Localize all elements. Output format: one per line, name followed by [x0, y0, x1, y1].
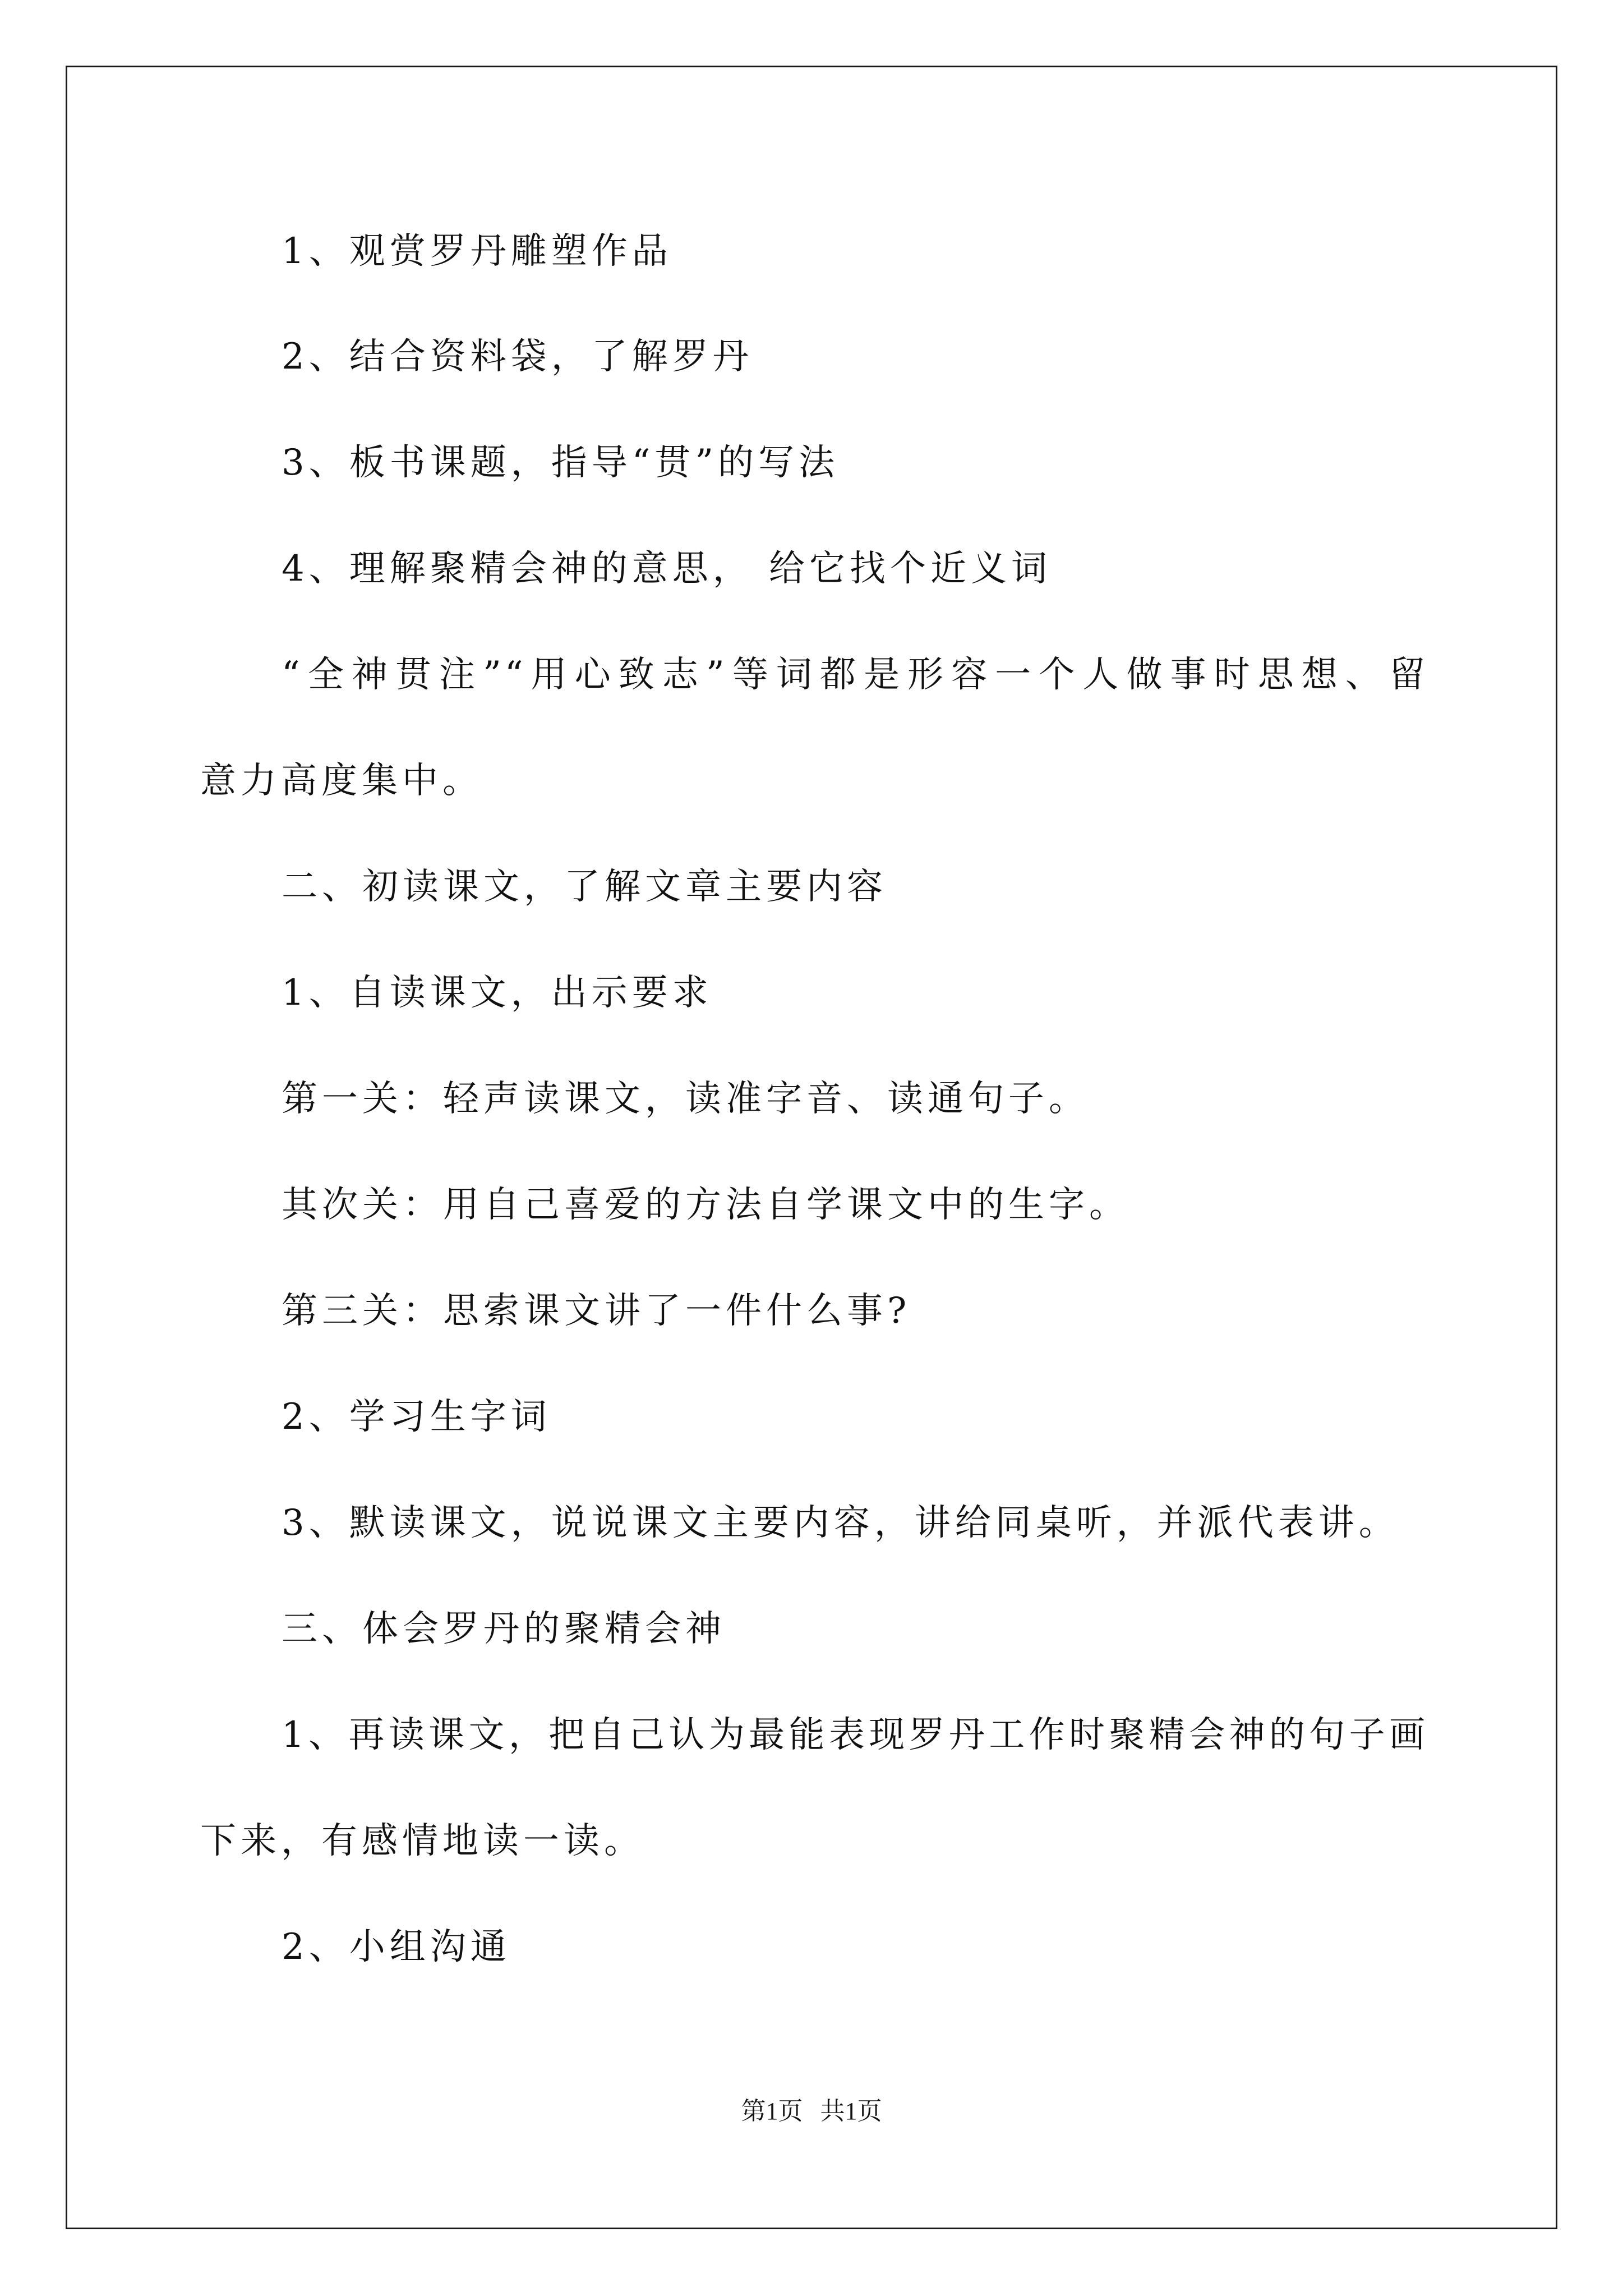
paragraph-line: 第三关：思索课文讲了一件什么事? — [282, 1290, 911, 1332]
paragraph-line: 2、学习生字词 — [282, 1396, 551, 1438]
page-footer — [0, 2096, 1623, 2127]
paragraph-line: 1、再读课文，把自己认为最能表现罗丹工作时聚精会神的句子画 — [282, 1714, 1428, 1756]
page-total: 共1页 — [820, 2097, 882, 2125]
paragraph-line: 2、小组沟通 — [282, 1926, 511, 1968]
paragraph-line: 1、观赏罗丹雕塑作品 — [282, 231, 672, 272]
paragraph-line: 下来，有感情地读一读。 — [200, 1820, 644, 1862]
paragraph-line: 2、结合资料袋，了解罗丹 — [282, 336, 753, 378]
paragraph-line: 4、理解聚精会神的意思， 给它找个近义词 — [282, 548, 1052, 590]
page-border — [66, 66, 1557, 2229]
paragraph-line: 意力高度集中。 — [200, 760, 483, 802]
paragraph-line: 其次关：用自己喜爱的方法自学课文中的生字。 — [282, 1184, 1129, 1226]
section-heading: 三、体会罗丹的聚精会神 — [282, 1608, 726, 1650]
paragraph-line: “全神贯注”“用心致志”等词都是形容一个人做事时思想、留 — [282, 654, 1428, 696]
paragraph-line: 1、自读课文，出示要求 — [282, 972, 713, 1014]
page-number: 第1页 — [741, 2097, 803, 2125]
paragraph-line: 第一关：轻声读课文，读准字音、读通句子。 — [282, 1078, 1089, 1120]
paragraph-line: 3、默读课文，说说课文主要内容，讲给同桌听，并派代表讲。 — [282, 1502, 1399, 1544]
section-heading: 二、初读课文，了解文章主要内容 — [282, 866, 887, 908]
paragraph-line: 3、板书课题，指导“贯”的写法 — [282, 442, 840, 484]
